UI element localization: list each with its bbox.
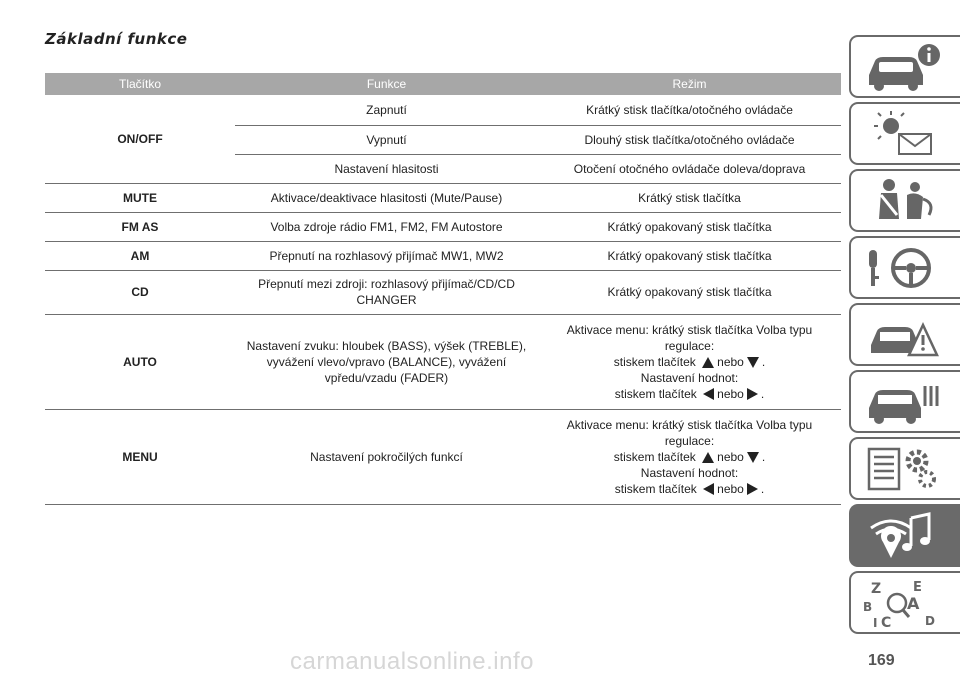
tab-multimedia[interactable] <box>849 504 960 567</box>
mode-line: regulace: <box>664 338 715 353</box>
function-line: CHANGER <box>356 293 417 307</box>
key-am: AM <box>45 241 235 270</box>
mode-line: nebo <box>717 386 744 401</box>
arrow-left-icon <box>703 483 714 495</box>
car-breakdown-icon <box>861 309 946 361</box>
svg-text:A: A <box>907 594 920 613</box>
table-row <box>45 183 841 212</box>
mode-line: nebo <box>717 449 744 464</box>
page-title: Základní funkce <box>45 30 188 48</box>
seatbelt-airbag-icon <box>861 175 946 227</box>
warning-lights-icon <box>861 108 946 160</box>
mode-line: stiskem tlačítek <box>614 481 697 496</box>
tab-warning-lights[interactable] <box>849 102 960 165</box>
mode-line: Nastavení hodnot: <box>640 465 739 480</box>
function-cell: Aktivace/deaktivace hlasitosti (Mute/Pause) <box>235 183 538 212</box>
mode-cell: Otočení otočného ovládače doleva/doprava <box>538 154 841 183</box>
tab-settings-list[interactable] <box>849 437 960 500</box>
key-on-off: ON/OFF <box>45 95 235 183</box>
svg-text:B: B <box>863 600 873 614</box>
function-cell <box>235 314 538 409</box>
mode-line: . <box>761 449 766 464</box>
header-mode: Režim <box>538 73 841 95</box>
alphabetical-index-icon <box>861 577 946 629</box>
tab-seatbelt-airbag[interactable] <box>849 169 960 232</box>
mode-cell: Dlouhý stisk tlačítka/otočného ovládače <box>538 125 841 154</box>
table-row <box>45 241 841 270</box>
watermark: carmanualsonline.info <box>290 648 534 675</box>
function-cell: Nastavení hlasitosti <box>235 154 538 183</box>
arrow-right-icon <box>747 483 758 495</box>
function-cell <box>235 270 538 314</box>
car-info-icon <box>861 41 946 93</box>
mode-cell: Krátký stisk tlačítka <box>538 183 841 212</box>
function-cell: Přepnutí na rozhlasový přijímač MW1, MW2 <box>235 241 538 270</box>
mode-line: regulace: <box>664 433 715 448</box>
tab-key-steering[interactable] <box>849 236 960 299</box>
mode-line: Nastavení hodnot: <box>640 370 739 385</box>
mode-cell <box>538 409 841 504</box>
mode-line: . <box>760 481 765 496</box>
table-row <box>45 212 841 241</box>
function-cell: Vypnutí <box>235 125 538 154</box>
car-maintenance-icon <box>861 376 946 428</box>
function-cell: Nastavení pokročilých funkcí <box>235 409 538 504</box>
mode-line: Aktivace menu: krátký stisk tlačítka Volba typu <box>566 417 813 432</box>
table-row <box>45 409 841 504</box>
table-row <box>45 270 841 314</box>
key-fm-as: FM AS <box>45 212 235 241</box>
svg-text:D: D <box>925 614 935 628</box>
mode-line: . <box>761 354 766 369</box>
functions-table <box>45 73 841 505</box>
table-row <box>45 314 841 409</box>
mode-line: nebo <box>717 354 744 369</box>
arrow-right-icon <box>747 388 758 400</box>
svg-text:C: C <box>881 615 892 629</box>
arrow-down-icon <box>747 452 759 463</box>
key-steering-icon <box>861 242 946 294</box>
mode-line: Aktivace menu: krátký stisk tlačítka Volba typu <box>566 322 813 337</box>
tab-car-breakdown[interactable] <box>849 303 960 366</box>
mode-line: stiskem tlačítek <box>614 386 697 401</box>
settings-list-icon <box>861 443 946 495</box>
function-cell: Zapnutí <box>235 95 538 125</box>
key-cd: CD <box>45 270 235 314</box>
function-line: vpředu/vzadu (FADER) <box>324 370 449 385</box>
table-row <box>45 95 841 125</box>
mode-cell: Krátký opakovaný stisk tlačítka <box>538 212 841 241</box>
header-function: Funkce <box>235 73 538 95</box>
mode-line: nebo <box>717 481 744 496</box>
tab-alphabetical-index[interactable] <box>849 571 960 634</box>
function-line: vyvážení vlevo/vpravo (BALANCE), vyvážení <box>266 354 507 369</box>
function-cell: Volba zdroje rádio FM1, FM2, FM Autostore <box>235 212 538 241</box>
mode-line: stiskem tlačítek <box>613 449 696 464</box>
mode-cell <box>538 314 841 409</box>
mode-cell: Krátký stisk tlačítka/otočného ovládače <box>538 95 841 125</box>
mode-cell: Krátký opakovaný stisk tlačítka <box>538 241 841 270</box>
function-line: Přepnutí mezi zdroji: rozhlasový přijímač/CD/CD <box>258 277 515 291</box>
svg-text:E: E <box>913 580 922 595</box>
mode-cell: Krátký opakovaný stisk tlačítka <box>538 270 841 314</box>
arrow-up-icon <box>702 452 714 463</box>
mode-line: . <box>760 386 765 401</box>
arrow-up-icon <box>702 357 714 368</box>
key-auto: AUTO <box>45 314 235 409</box>
svg-text:Z: Z <box>871 581 882 597</box>
key-mute: MUTE <box>45 183 235 212</box>
arrow-down-icon <box>747 357 759 368</box>
svg-text:I: I <box>873 616 878 629</box>
arrow-left-icon <box>703 388 714 400</box>
tab-car-info[interactable] <box>849 35 960 98</box>
chapter-sidebar <box>849 35 960 638</box>
tab-car-maintenance[interactable] <box>849 370 960 433</box>
page-number: 169 <box>868 652 895 669</box>
function-line: Nastavení zvuku: hloubek (BASS), výšek (TREBLE), <box>246 338 527 353</box>
header-button: Tlačítko <box>45 73 235 95</box>
mode-line: stiskem tlačítek <box>613 354 696 369</box>
table-header-row <box>45 73 841 95</box>
multimedia-icon <box>861 510 946 562</box>
key-menu: MENU <box>45 409 235 504</box>
